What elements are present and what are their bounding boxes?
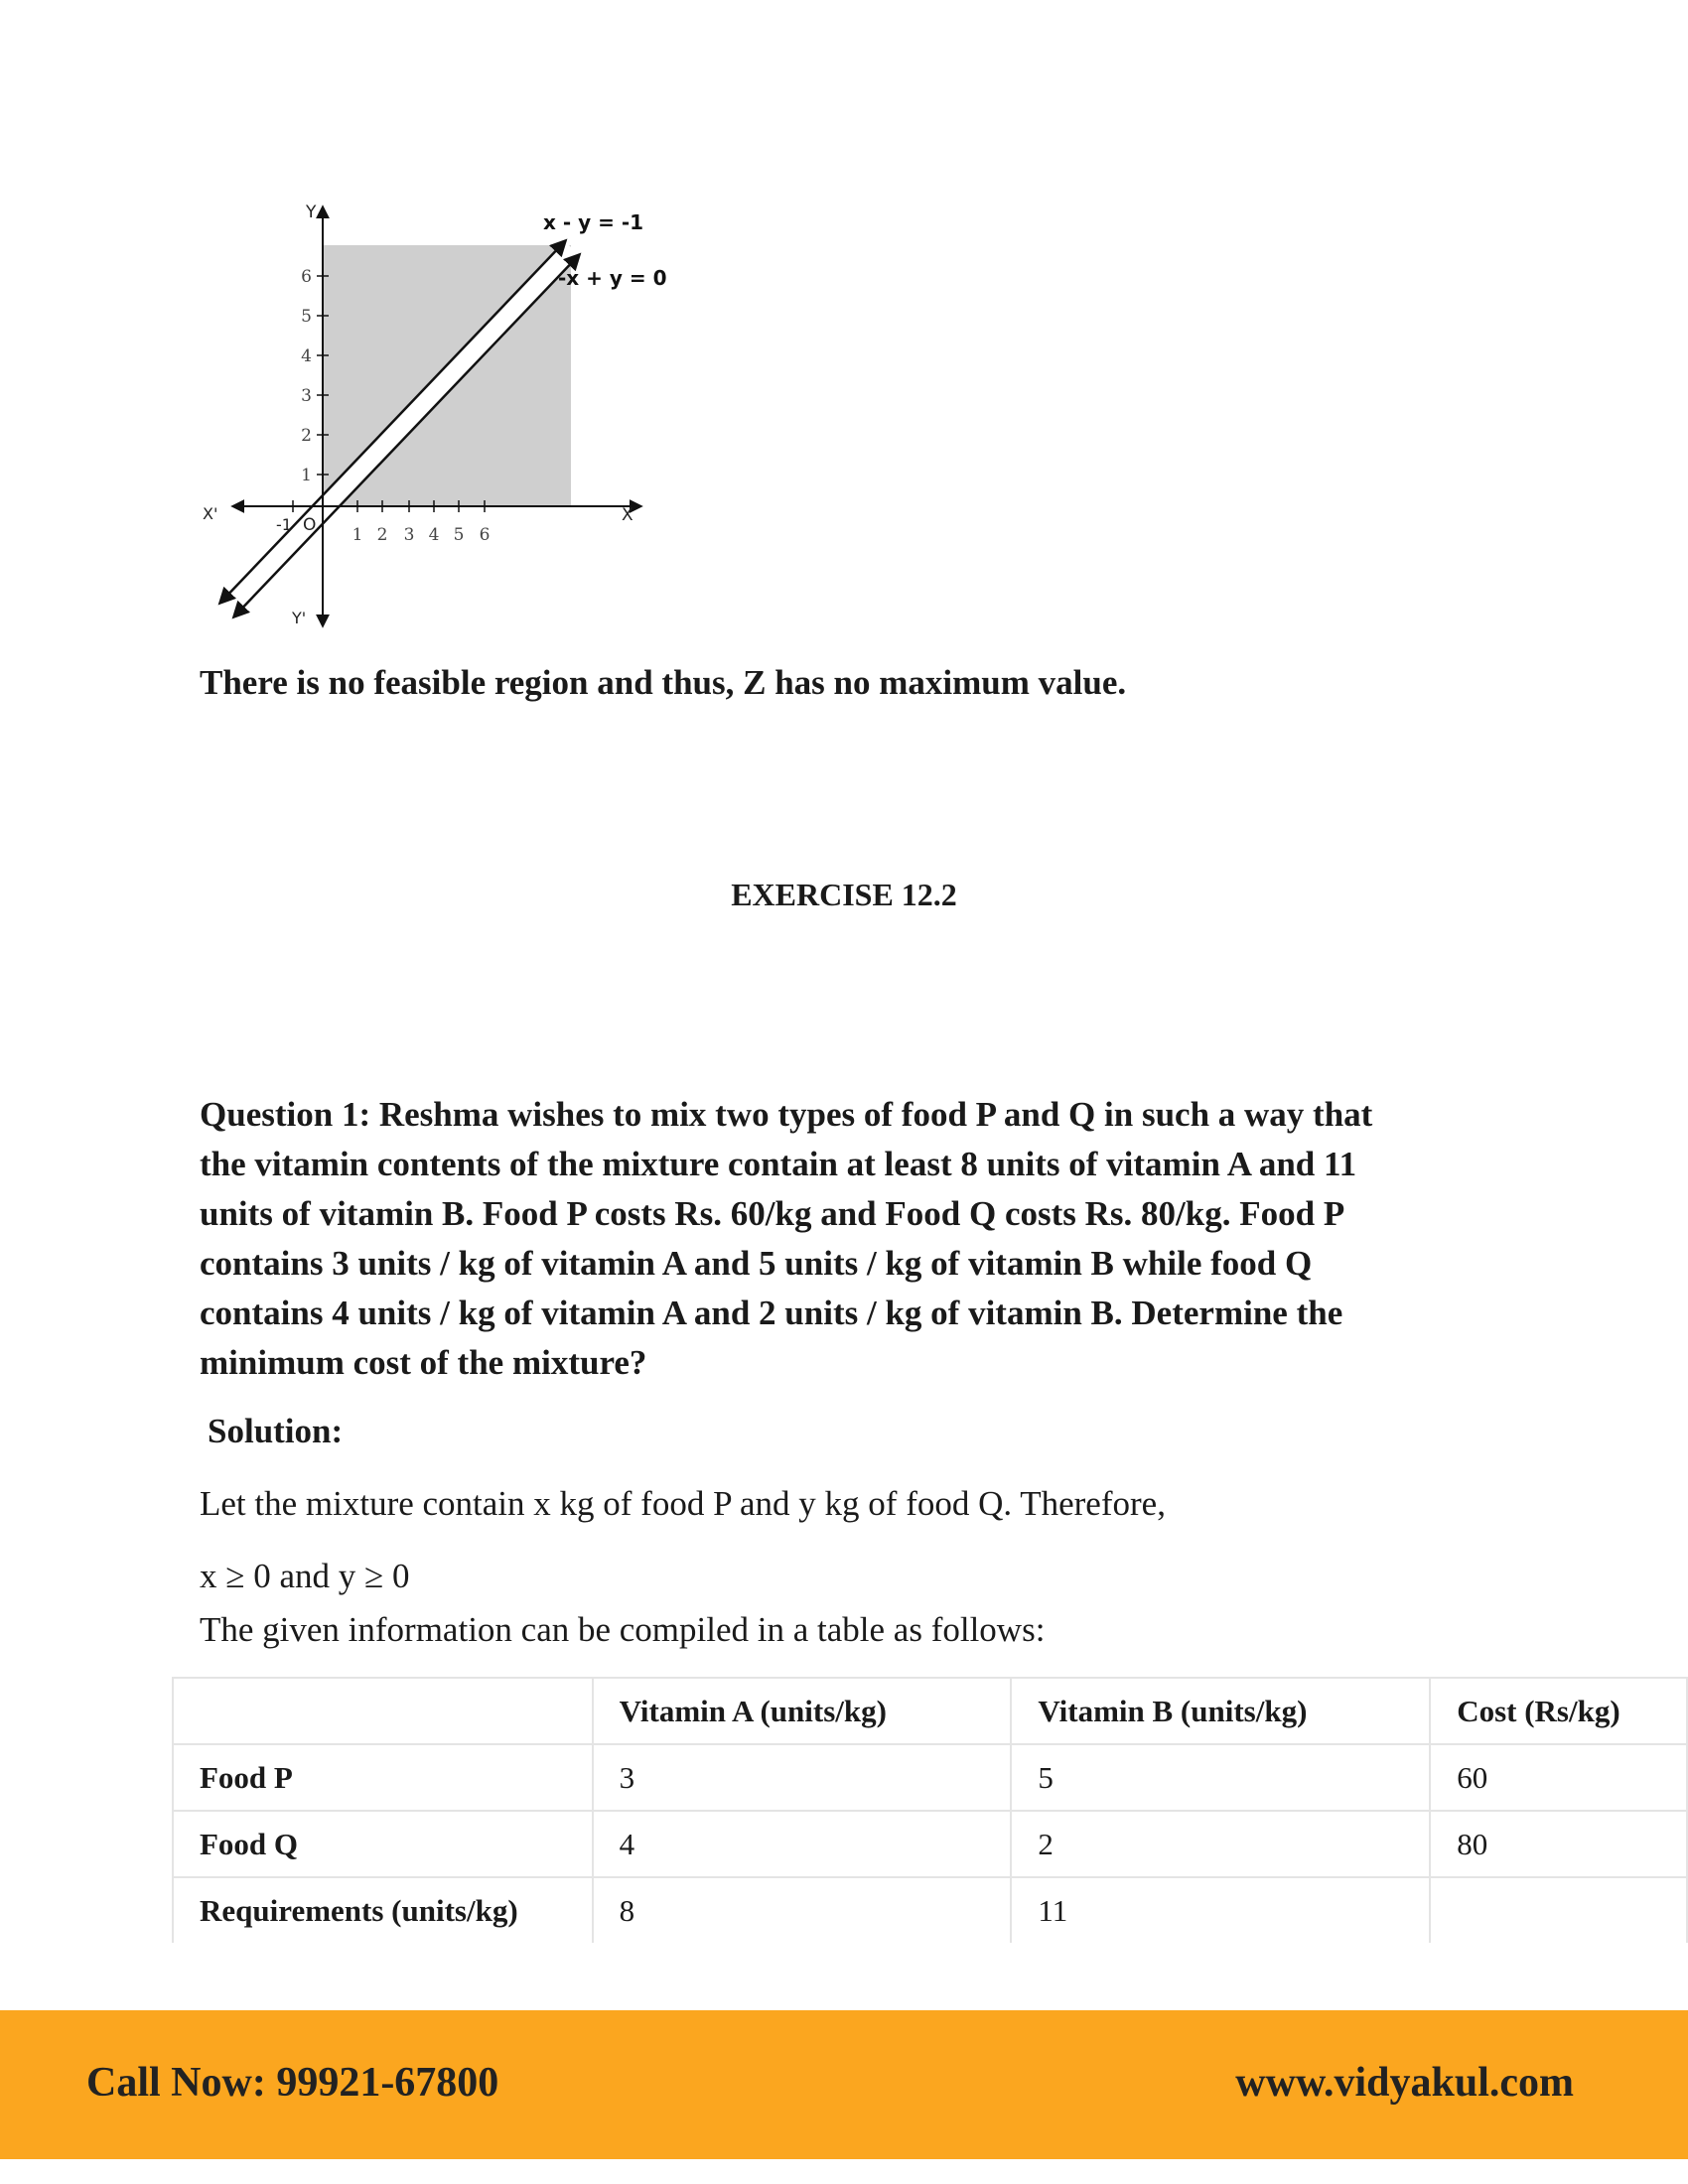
table-cell: 80 (1430, 1811, 1687, 1877)
table-cell: Food P (173, 1744, 593, 1811)
y-tick-label: 5 (301, 307, 312, 327)
table-header-cell: Vitamin A (units/kg) (593, 1678, 1012, 1744)
table-cell: Requirements (units/kg) (173, 1877, 593, 1943)
table-header-cell (173, 1678, 593, 1744)
x-tick-label: 6 (479, 525, 491, 545)
question-line: contains 3 units / kg of vitamin A and 5 units / kg of vitamin B while food Q (200, 1244, 1313, 1283)
table-row (173, 1877, 1687, 1943)
origin-label: O (303, 515, 317, 535)
graph-svg (199, 194, 675, 635)
table-cell: 5 (1011, 1744, 1430, 1811)
table-header-row (173, 1678, 1687, 1744)
paragraph-nonnegativity: x ≥ 0 and y ≥ 0 (200, 1557, 410, 1595)
question-line: minimum cost of the mixture? (200, 1343, 647, 1382)
footer-bar (0, 2010, 1688, 2159)
table-row (173, 1811, 1687, 1877)
y-tick-label: 3 (301, 386, 312, 406)
y-tick-label: 1 (301, 466, 312, 485)
x-tick-label: 1 (352, 525, 363, 545)
website-link[interactable]: www.vidyakul.com (1235, 2060, 1574, 2106)
exercise-title: EXERCISE 12.2 (731, 877, 957, 912)
x-neg-label: X' (203, 504, 218, 523)
question-line: the vitamin contents of the mixture contain at least 8 units of vitamin A and 11 (200, 1145, 1357, 1183)
solution-heading: Solution: (208, 1412, 344, 1450)
y-tick-label: 2 (301, 426, 312, 446)
x-axis-label: X (622, 505, 633, 525)
y-tick-label: 6 (301, 267, 312, 287)
x-tick-label: 2 (376, 525, 388, 545)
line2-label: -x + y = 0 (558, 266, 667, 290)
x-tick-label: 3 (403, 525, 415, 545)
table-cell: 3 (593, 1744, 1012, 1811)
table-header-cell: Vitamin B (units/kg) (1011, 1678, 1430, 1744)
x-tick-label: 5 (453, 525, 465, 545)
question-line: units of vitamin B. Food P costs Rs. 60/kg and Food Q costs Rs. 80/kg. Food P (200, 1194, 1345, 1233)
question-line: contains 4 units / kg of vitamin A and 2 units / kg of vitamin B. Determine the (200, 1294, 1343, 1332)
conclusion-text: There is no feasible region and thus, Z has no maximum value. (200, 663, 1127, 702)
question-text (200, 1090, 1520, 1388)
x-tick-label: 4 (428, 525, 440, 545)
call-now-text[interactable]: Call Now: 99921-67800 (86, 2060, 499, 2106)
table-cell: 2 (1011, 1811, 1430, 1877)
line1-label: x - y = -1 (543, 210, 644, 234)
y-tick-label: 4 (301, 346, 312, 366)
graph-figure (199, 194, 675, 635)
table-cell: 8 (593, 1877, 1012, 1943)
y-neg-label: Y' (292, 609, 307, 627)
data-table (172, 1677, 1688, 1943)
table-cell: 60 (1430, 1744, 1687, 1811)
question-line: Question 1: Reshma wishes to mix two types of food P and Q in such a way that (200, 1095, 1373, 1134)
table-cell (1430, 1877, 1687, 1943)
table-cell: Food Q (173, 1811, 593, 1877)
paragraph-mixture: Let the mixture contain x kg of food P and y kg of food Q. Therefore, (200, 1484, 1166, 1523)
y-axis-label: Y (306, 203, 317, 222)
paragraph-table-intro: The given information can be compiled in a table as follows: (200, 1610, 1046, 1649)
table-cell: 4 (593, 1811, 1012, 1877)
x-neg-tick-label: -1 (276, 515, 292, 534)
table-row (173, 1744, 1687, 1811)
table-cell: 11 (1011, 1877, 1430, 1943)
table-header-cell: Cost (Rs/kg) (1430, 1678, 1687, 1744)
